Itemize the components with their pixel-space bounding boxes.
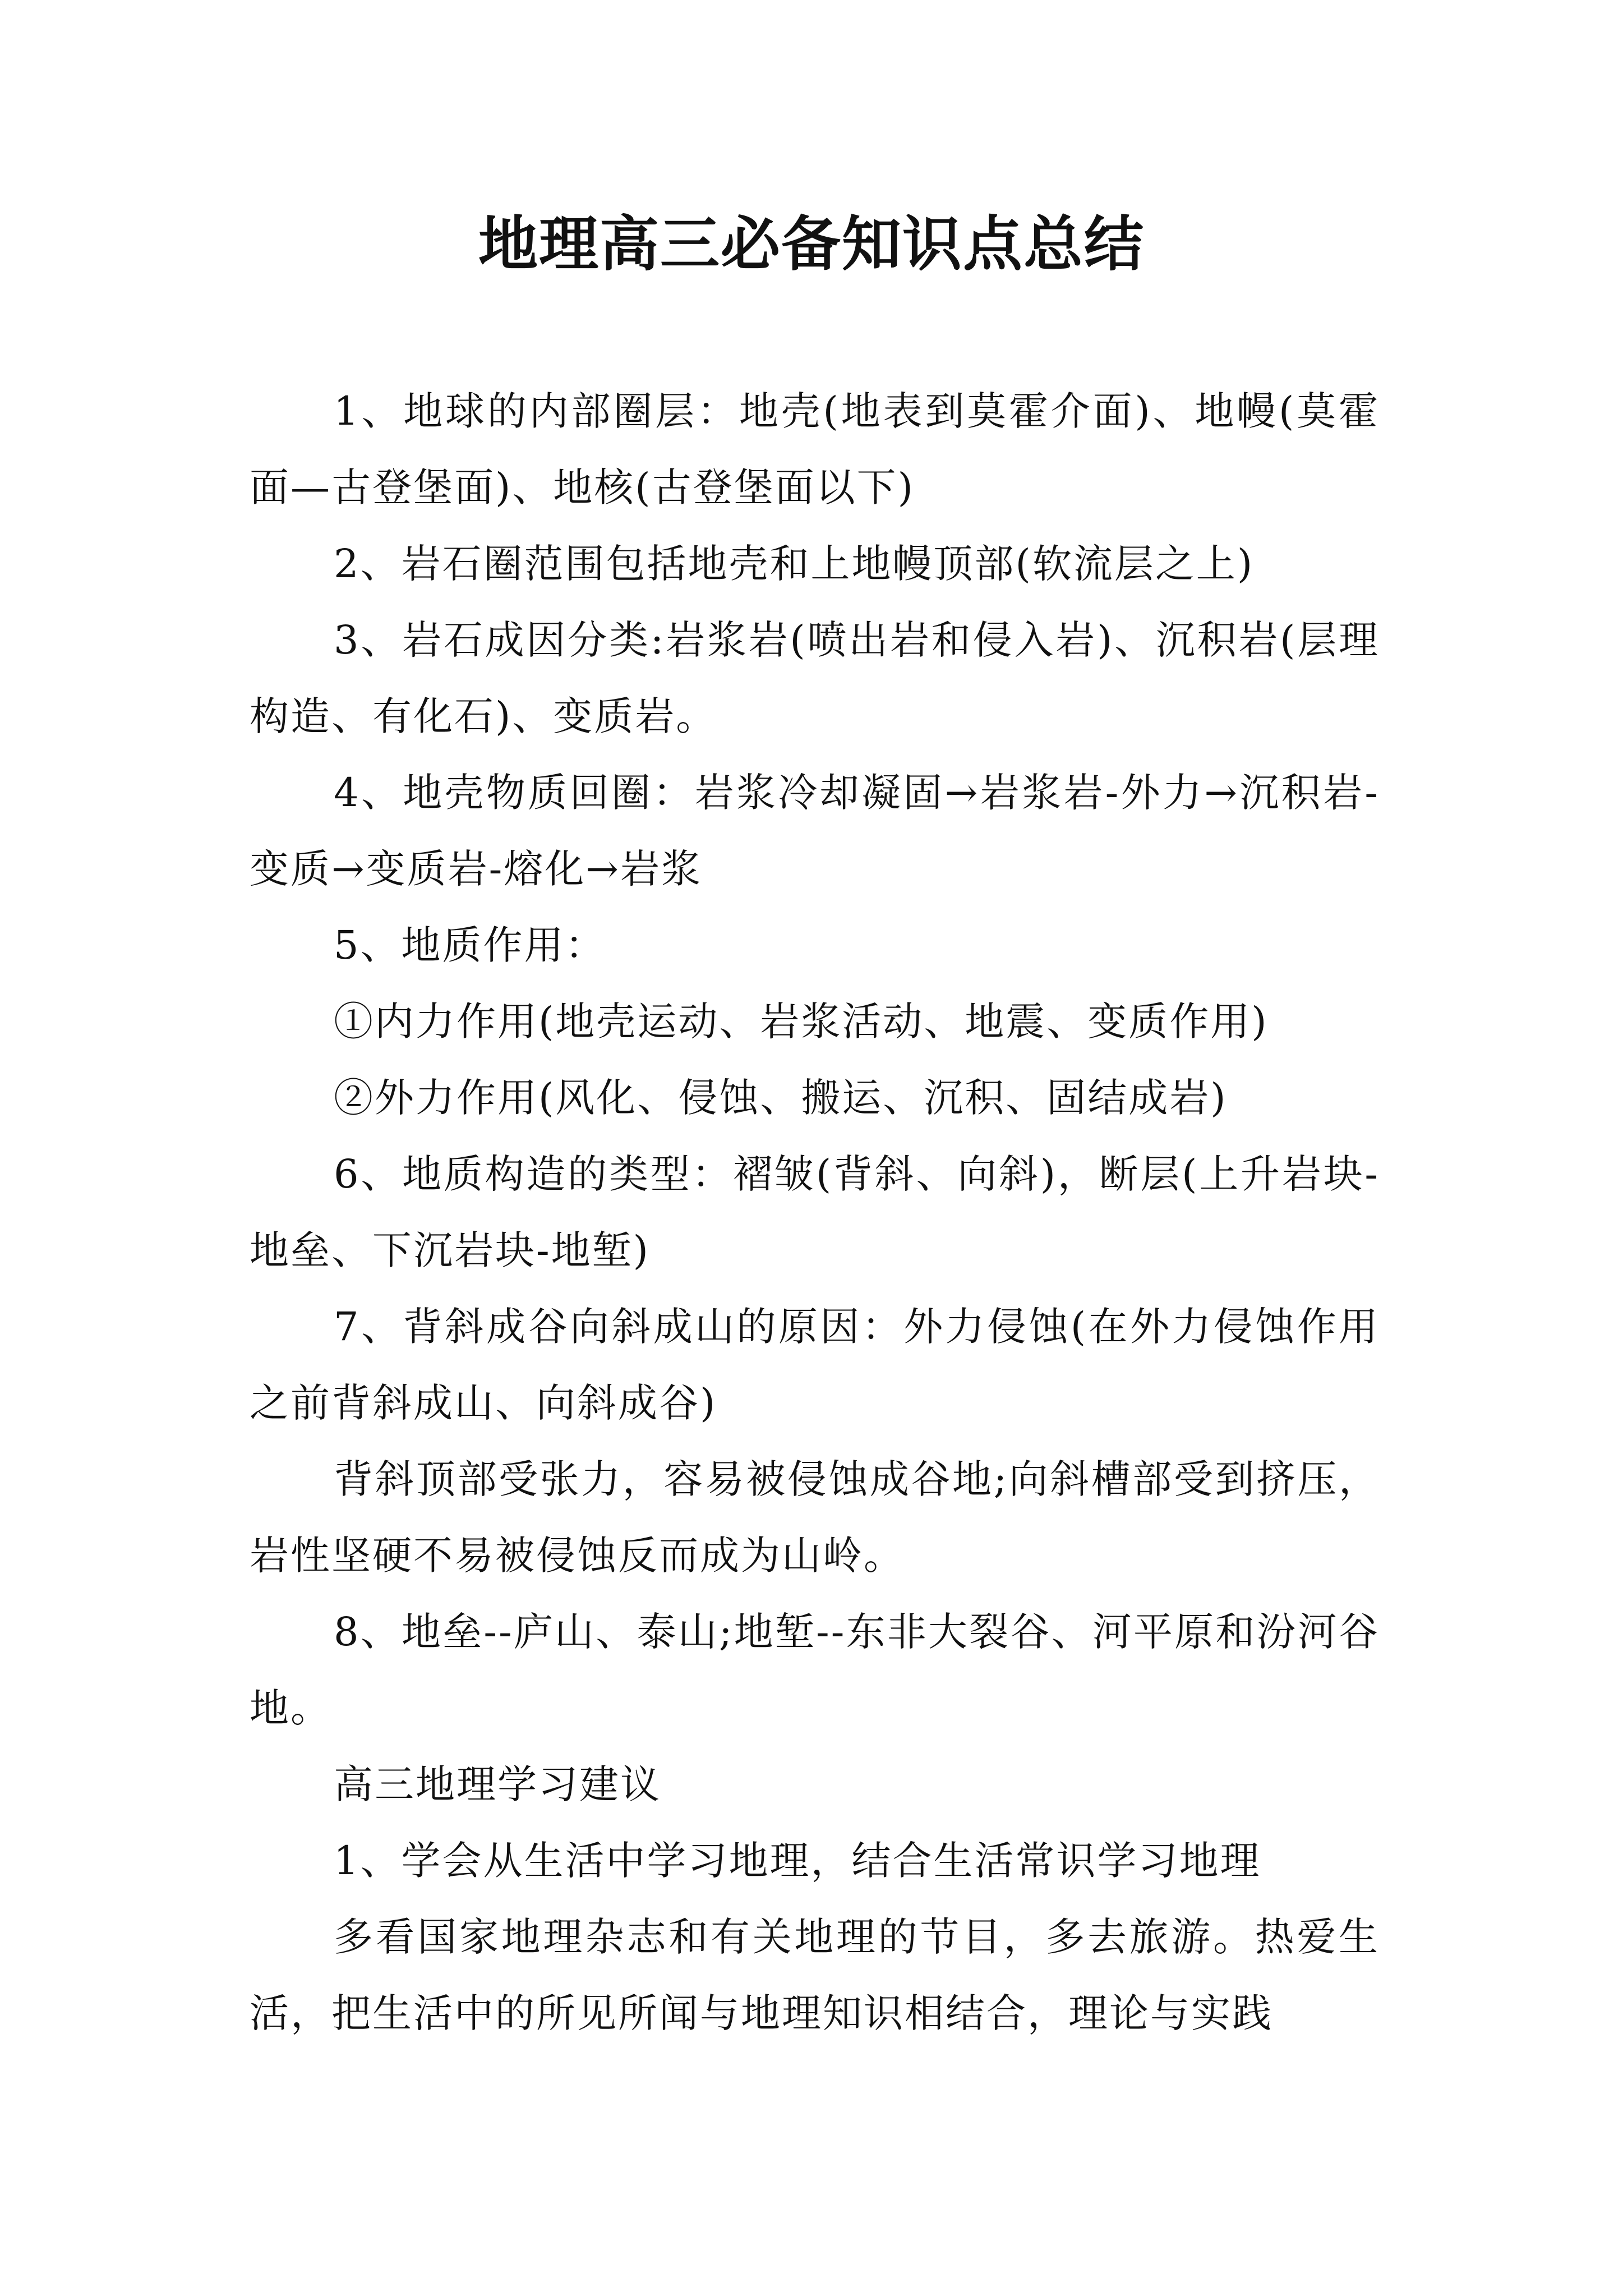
paragraph-horst-graben: 8、地垒--庐山、泰山;地堑--东非大裂谷、河平原和汾河谷地。 — [250, 1609, 1380, 1731]
paragraph-internal-forces: ①内力作用(地壳运动、岩浆活动、地震、变质作用) — [334, 999, 1269, 1045]
paragraph-anticline-explanation: 背斜顶部受张力，容易被侵蚀成谷地;向斜槽部受到挤压，岩性坚硬不易被侵蚀反而成为山岭。 — [250, 1456, 1380, 1579]
document-body — [250, 373, 1380, 2051]
paragraph-inner-layers: 1、地球的内部圈层：地壳(地表到莫霍介面)、地幔(莫霍面—古登堡面)、地核(古登堡面以下) — [250, 388, 1380, 510]
paragraph-structure-types: 6、地质构造的类型：褶皱(背斜、向斜)，断层(上升岩块-地垒、下沉岩块-地堑) — [250, 1151, 1380, 1273]
document-title: 地理高三必备知识点总结 — [478, 209, 1145, 279]
paragraph-geologic-processes: 5、地质作用： — [334, 922, 606, 968]
paragraph-study-tip-detail: 多看国家地理杂志和有关地理的节目，多去旅游。热爱生活，把生活中的所见所闻与地理知识相结合，理论与实践 — [250, 1914, 1380, 2036]
paragraph-study-tip-1: 1、学会从生活中学习地理，结合生活常识学习地理 — [334, 1838, 1261, 1884]
paragraph-external-forces: ②外力作用(风化、侵蚀、搬运、沉积、固结成岩) — [334, 1075, 1228, 1121]
paragraph-lithosphere: 2、岩石圈范围包括地壳和上地幔顶部(软流层之上) — [334, 541, 1255, 587]
paragraph-rock-cycle: 4、地壳物质回圈：岩浆冷却凝固→岩浆岩-外力→沉积岩-变质→变质岩-熔化→岩浆 — [250, 770, 1380, 892]
paragraph-rock-classification: 3、岩石成因分类:岩浆岩(喷出岩和侵入岩)、沉积岩(层理构造、有化石)、变质岩。 — [250, 617, 1380, 739]
paragraph-anticline-valley: 7、背斜成谷向斜成山的原因：外力侵蚀(在外力侵蚀作用之前背斜成山、向斜成谷) — [250, 1304, 1380, 1426]
section-heading-study-tips: 高三地理学习建议 — [334, 1761, 661, 1807]
